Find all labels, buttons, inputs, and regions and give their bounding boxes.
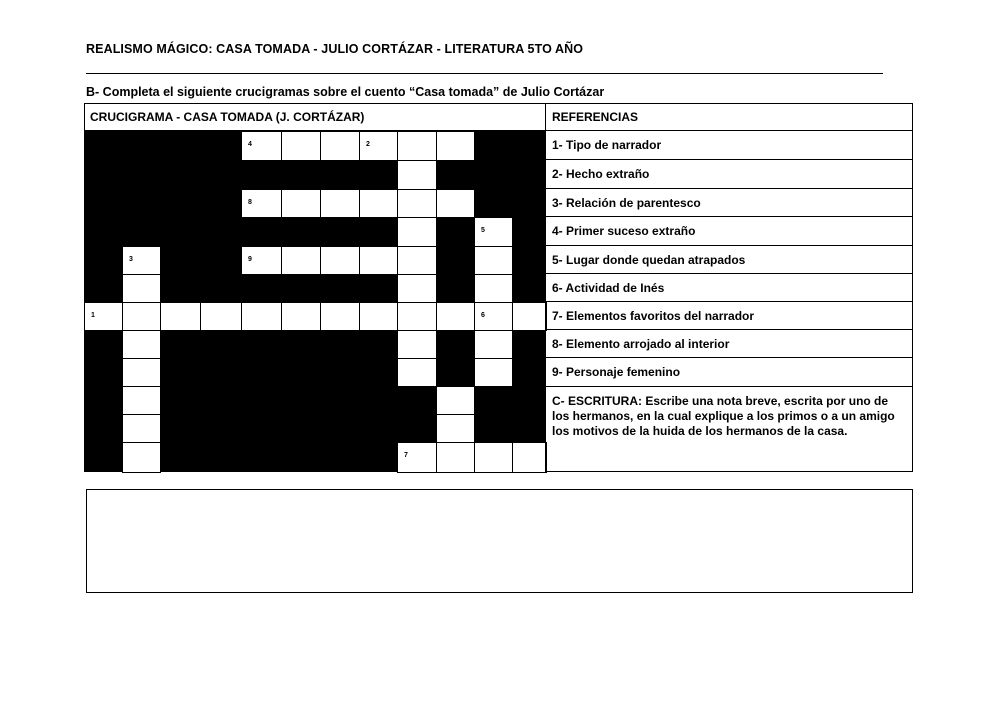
- crossword-block: [160, 131, 200, 160]
- crossword-block: [241, 358, 281, 386]
- crossword-block: [436, 246, 474, 274]
- crossword-block: [474, 131, 512, 160]
- clue-number: 1: [91, 312, 95, 319]
- crossword-block: [512, 358, 546, 386]
- crossword-block: [160, 246, 200, 274]
- crossword-cell[interactable]: [200, 302, 242, 331]
- crossword-block: [512, 414, 546, 442]
- crossword-title: CRUCIGRAMA - CASA TOMADA (J. CORTÁZAR): [84, 103, 545, 131]
- crossword-cell[interactable]: [320, 189, 360, 218]
- crossword-block: [84, 358, 122, 386]
- crossword-block: [359, 358, 397, 386]
- crossword-block: [281, 274, 320, 302]
- clue-number: 7: [404, 452, 408, 459]
- crossword-block: [160, 217, 200, 246]
- crossword-block: [84, 217, 122, 246]
- crossword-block: [84, 160, 122, 189]
- crossword-cell[interactable]: [512, 302, 547, 331]
- crossword-block: [241, 274, 281, 302]
- crossword-cell[interactable]: [320, 131, 360, 161]
- crossword-cell[interactable]: [474, 246, 513, 275]
- crossword-cell[interactable]: [397, 442, 437, 473]
- crossword-cell[interactable]: [122, 442, 161, 473]
- crossword-block: [359, 442, 397, 472]
- clue-number: 3: [129, 256, 133, 263]
- crossword-cell[interactable]: [359, 246, 398, 275]
- crossword-cell[interactable]: [436, 442, 475, 473]
- crossword-block: [281, 217, 320, 246]
- crossword-cell[interactable]: [397, 160, 437, 190]
- crossword-block: [512, 131, 546, 160]
- crossword-block: [241, 217, 281, 246]
- crossword-cell[interactable]: [512, 442, 547, 473]
- crossword-cell[interactable]: [474, 274, 513, 303]
- crossword-block: [241, 414, 281, 442]
- crossword-cell[interactable]: [436, 414, 475, 443]
- crossword-block: [84, 274, 122, 302]
- crossword-block: [320, 274, 359, 302]
- crossword-block: [84, 246, 122, 274]
- crossword-cell[interactable]: [320, 246, 360, 275]
- crossword-cell[interactable]: [436, 189, 475, 218]
- crossword-block: [200, 217, 241, 246]
- crossword-block: [241, 330, 281, 358]
- header-divider: [86, 73, 883, 74]
- crossword-block: [474, 160, 512, 189]
- crossword-cell[interactable]: [84, 302, 123, 331]
- section-b-instructions: B- Completa el siguiente crucigramas sobre el cuento “Casa tomada” de Julio Cortázar: [86, 85, 605, 99]
- crossword-block: [512, 189, 546, 217]
- crossword-block: [84, 442, 122, 472]
- crossword-block: [160, 160, 200, 189]
- crossword-block: [200, 131, 241, 160]
- crossword-block: [359, 160, 397, 189]
- crossword-block: [397, 414, 436, 442]
- clue-number: 9: [248, 256, 252, 263]
- crossword-block: [512, 274, 546, 302]
- crossword-cell[interactable]: [474, 330, 513, 359]
- crossword-block: [281, 330, 320, 358]
- reference-item: 5- Lugar donde quedan atrapados: [545, 246, 913, 274]
- crossword-block: [281, 414, 320, 442]
- clue-number: 8: [248, 199, 252, 206]
- crossword-cell[interactable]: [436, 302, 475, 331]
- writing-answer-box[interactable]: [86, 489, 913, 593]
- crossword-cell[interactable]: [320, 302, 360, 331]
- crossword-block: [160, 442, 200, 472]
- crossword-cell[interactable]: [281, 131, 321, 161]
- crossword-block: [200, 160, 241, 189]
- crossword-cell[interactable]: [359, 189, 398, 218]
- crossword-block: [359, 414, 397, 442]
- crossword-cell[interactable]: [241, 246, 282, 275]
- crossword-block: [512, 386, 546, 414]
- crossword-block: [122, 217, 160, 246]
- crossword-block: [200, 189, 241, 217]
- crossword-grid: [84, 131, 546, 472]
- crossword-block: [474, 189, 512, 217]
- crossword-block: [84, 131, 122, 160]
- crossword-block: [241, 442, 281, 472]
- crossword-cell[interactable]: [122, 274, 161, 303]
- crossword-block: [320, 160, 359, 189]
- crossword-block: [241, 160, 281, 189]
- crossword-cell[interactable]: [397, 246, 437, 275]
- crossword-block: [320, 442, 359, 472]
- crossword-cell[interactable]: [397, 274, 437, 303]
- crossword-block: [160, 274, 200, 302]
- crossword-block: [122, 160, 160, 189]
- crossword-block: [359, 274, 397, 302]
- crossword-cell[interactable]: [359, 302, 398, 331]
- writing-instructions: C- ESCRITURA: Escribe una nota breve, escrita por uno de los hermanos, en la cual explique a los primos o a un amigo los motivos de la huida de los hermanos de la casa.: [552, 394, 895, 438]
- crossword-cell[interactable]: [474, 217, 513, 247]
- crossword-block: [320, 217, 359, 246]
- reference-item: 2- Hecho extraño: [545, 160, 913, 189]
- clue-number: 6: [481, 312, 485, 319]
- crossword-cell[interactable]: [241, 131, 282, 161]
- crossword-cell[interactable]: [122, 386, 161, 415]
- crossword-block: [84, 414, 122, 442]
- crossword-block: [122, 189, 160, 217]
- crossword-cell[interactable]: [436, 386, 475, 415]
- crossword-block: [436, 330, 474, 358]
- crossword-block: [512, 160, 546, 189]
- crossword-block: [436, 217, 474, 246]
- crossword-cell[interactable]: [474, 442, 513, 473]
- crossword-cell[interactable]: [397, 302, 437, 331]
- crossword-block: [512, 246, 546, 274]
- crossword-cell[interactable]: [281, 302, 321, 331]
- crossword-block: [160, 330, 200, 358]
- crossword-cell[interactable]: [397, 131, 437, 161]
- crossword-cell[interactable]: [397, 217, 437, 247]
- crossword-cell[interactable]: [474, 358, 513, 387]
- crossword-cell[interactable]: [241, 302, 282, 331]
- crossword-cell[interactable]: [122, 358, 161, 387]
- crossword-block: [320, 414, 359, 442]
- crossword-block: [84, 189, 122, 217]
- crossword-block: [281, 358, 320, 386]
- crossword-block: [84, 386, 122, 414]
- references-title: REFERENCIAS: [545, 103, 913, 131]
- crossword-block: [436, 358, 474, 386]
- crossword-block: [320, 330, 359, 358]
- crossword-cell[interactable]: [474, 302, 513, 331]
- crossword-cell[interactable]: [281, 189, 321, 218]
- crossword-block: [359, 217, 397, 246]
- reference-item: 7- Elementos favoritos del narrador: [545, 302, 913, 330]
- crossword-block: [397, 386, 436, 414]
- reference-item: 3- Relación de parentesco: [545, 189, 913, 217]
- crossword-block: [200, 358, 241, 386]
- reference-item: 1- Tipo de narrador: [545, 131, 913, 160]
- crossword-block: [320, 386, 359, 414]
- reference-item: 6- Actividad de Inés: [545, 274, 913, 302]
- crossword-cell[interactable]: [122, 414, 161, 443]
- crossword-cell[interactable]: [122, 330, 161, 359]
- crossword-cell[interactable]: [436, 131, 475, 161]
- crossword-cell[interactable]: [359, 131, 398, 161]
- crossword-block: [436, 160, 474, 189]
- crossword-block: [281, 160, 320, 189]
- crossword-block: [200, 442, 241, 472]
- crossword-block: [474, 414, 512, 442]
- crossword-block: [122, 131, 160, 160]
- crossword-block: [281, 386, 320, 414]
- crossword-cell[interactable]: [241, 189, 282, 218]
- crossword-block: [281, 442, 320, 472]
- crossword-block: [200, 414, 241, 442]
- crossword-block: [474, 386, 512, 414]
- crossword-cell[interactable]: [160, 302, 201, 331]
- crossword-block: [320, 358, 359, 386]
- crossword-block: [160, 414, 200, 442]
- crossword-block: [200, 246, 241, 274]
- crossword-block: [160, 189, 200, 217]
- crossword-cell[interactable]: [281, 246, 321, 275]
- crossword-block: [359, 386, 397, 414]
- clue-number: 5: [481, 227, 485, 234]
- crossword-block: [359, 330, 397, 358]
- crossword-block: [160, 386, 200, 414]
- page-title: REALISMO MÁGICO: CASA TOMADA - JULIO CORTÁZAR - LITERATURA 5TO AÑO: [86, 42, 584, 56]
- crossword-cell[interactable]: [397, 189, 437, 218]
- crossword-block: [512, 217, 546, 246]
- crossword-block: [512, 330, 546, 358]
- clue-number: 2: [366, 141, 370, 148]
- crossword-block: [241, 386, 281, 414]
- reference-item: 8- Elemento arrojado al interior: [545, 330, 913, 358]
- reference-item: 9- Personaje femenino: [545, 358, 913, 387]
- crossword-block: [200, 330, 241, 358]
- crossword-block: [160, 358, 200, 386]
- crossword-block: [84, 330, 122, 358]
- crossword-cell[interactable]: [122, 302, 161, 331]
- crossword-cell[interactable]: [397, 358, 437, 387]
- crossword-cell[interactable]: [122, 246, 161, 275]
- reference-item: 4- Primer suceso extraño: [545, 217, 913, 246]
- crossword-block: [200, 274, 241, 302]
- clue-number: 4: [248, 141, 252, 148]
- crossword-cell[interactable]: [397, 330, 437, 359]
- crossword-block: [436, 274, 474, 302]
- crossword-block: [200, 386, 241, 414]
